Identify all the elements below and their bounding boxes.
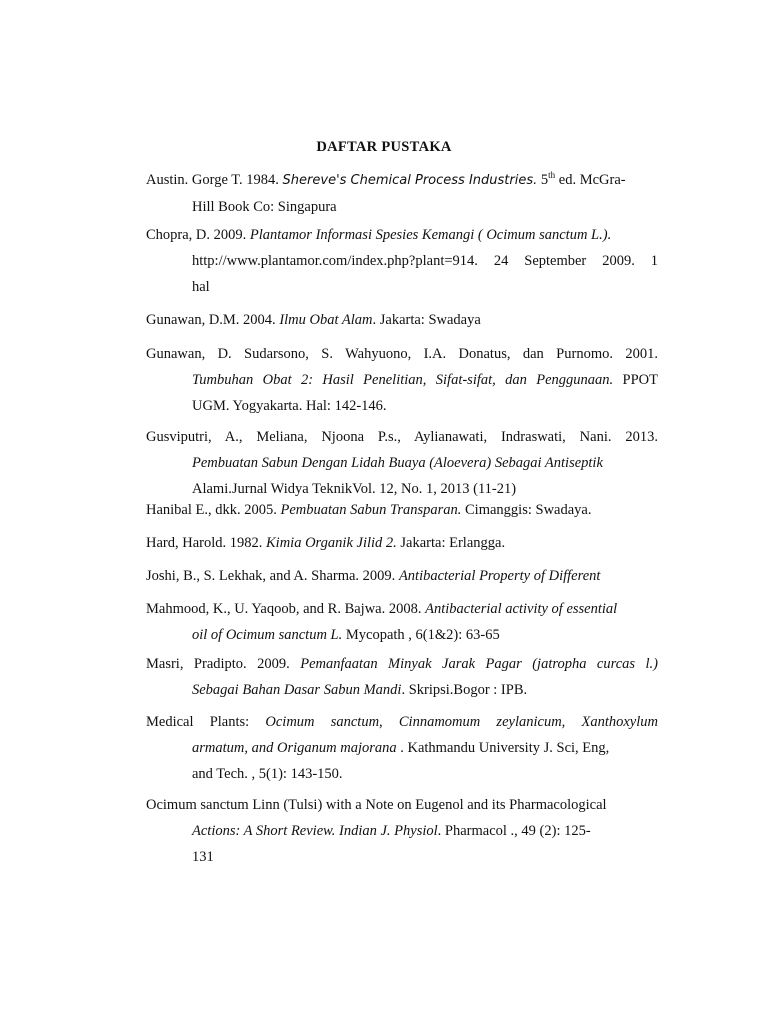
reference-entry <box>146 792 658 870</box>
reference-text: th <box>548 170 556 181</box>
reference-text: Hill Book Co: Singapura <box>192 199 337 215</box>
reference-text: Gusviputri, A., Meliana, Njoona P.s., Aylianawati, Indraswati, Nani. 2013. <box>146 429 658 445</box>
reference-text: Pemanfaatan Minyak Jarak Pagar (jatropha curcas l.) <box>300 656 658 672</box>
reference-line <box>146 844 658 870</box>
reference-text: and Tech. , 5(1): 143-150. <box>192 766 343 782</box>
reference-line <box>146 274 658 300</box>
reference-text: http://www.plantamor.com/index.php?plant=914. 24 September 2009. 1 <box>192 253 658 269</box>
reference-text: Actions: A Short Review. Indian J. Physiol <box>192 823 438 839</box>
reference-line <box>146 563 658 589</box>
reference-line <box>146 735 658 761</box>
reference-text: . Kathmandu University J. Sci, Eng, <box>396 740 610 756</box>
reference-text: Tumbuhan Obat 2: Hasil Penelitian, Sifat-sifat, dan Penggunaan. <box>192 372 614 388</box>
page-title: DAFTAR PUSTAKA <box>316 139 452 155</box>
reference-entry <box>146 167 658 220</box>
reference-line <box>146 424 658 450</box>
reference-text: Austin. Gorge T. 1984. <box>146 172 283 188</box>
reference-text: Ocimum sanctum, Cinnamomum zeylanicum, Xanthoxylum <box>265 714 658 730</box>
reference-entry <box>146 530 658 556</box>
reference-text: Ocimum sanctum Linn (Tulsi) with a Note on Eugenol and its Pharmacological <box>146 797 607 813</box>
reference-entry <box>146 424 658 502</box>
reference-text: Alami.Jurnal Widya TeknikVol. 12, No. 1, 2013 (11-21) <box>192 481 517 497</box>
reference-line <box>146 367 658 393</box>
reference-text: Mahmood, K., U. Yaqoob, and R. Bajwa. 2008. <box>146 601 426 617</box>
reference-line <box>146 530 658 556</box>
reference-line <box>146 393 658 419</box>
reference-text: Antibacterial activity of essential <box>425 601 618 617</box>
reference-line <box>146 167 658 194</box>
reference-text: . Jakarta: Swadaya <box>372 312 481 328</box>
reference-line <box>146 596 658 622</box>
reference-line <box>146 497 658 523</box>
reference-line <box>146 194 658 220</box>
reference-text: ed. McGra- <box>555 172 626 188</box>
reference-text: Gunawan, D.M. 2004. <box>146 312 280 328</box>
reference-entry <box>146 222 658 300</box>
reference-line <box>146 222 658 248</box>
reference-text: 5 <box>537 172 549 188</box>
reference-text: Chopra, D. 2009. <box>146 227 250 243</box>
reference-text: Kimia Organik Jilid 2. <box>266 535 397 551</box>
reference-text: UGM. Yogyakarta. Hal: 142-146. <box>192 398 387 414</box>
reference-text: Jakarta: Erlangga. <box>396 535 506 551</box>
reference-line <box>146 677 658 703</box>
reference-text: . Skripsi.Bogor : IPB. <box>401 682 528 698</box>
reference-text: Plantamor Informasi Spesies Kemangi ( Ocimum sanctum L.). <box>249 227 612 243</box>
reference-entry <box>146 307 658 333</box>
reference-text: PPOT <box>613 372 658 388</box>
reference-entry <box>146 596 658 648</box>
reference-text: Pembuatan Sabun Transparan. <box>280 502 462 518</box>
reference-line <box>146 792 658 818</box>
reference-entry <box>146 341 658 419</box>
reference-text: Mycopath , 6(1&2): 63-65 <box>342 627 500 643</box>
reference-line <box>146 818 658 844</box>
reference-text: Gunawan, D. Sudarsono, S. Wahyuono, I.A. Donatus, dan Purnomo. 2001. <box>146 346 658 362</box>
reference-line <box>146 341 658 367</box>
reference-line <box>146 761 658 787</box>
reference-entry <box>146 651 658 703</box>
reference-text: hal <box>192 279 210 295</box>
reference-line <box>146 622 658 648</box>
reference-entry <box>146 497 658 523</box>
reference-text: Sebagai Bahan Dasar Sabun Mandi <box>192 682 402 698</box>
reference-entry <box>146 709 658 787</box>
reference-text: armatum, and Origanum majorana <box>192 740 397 756</box>
reference-text: 131 <box>192 849 214 865</box>
reference-line <box>146 248 658 274</box>
reference-text: . Pharmacol ., 49 (2): 125- <box>437 823 591 839</box>
reference-entry <box>146 563 658 589</box>
reference-line <box>146 450 658 476</box>
reference-line <box>146 307 658 333</box>
reference-text: Joshi, B., S. Lekhak, and A. Sharma. 2009. <box>146 568 399 584</box>
reference-text: Cimanggis: Swadaya. <box>461 502 592 518</box>
reference-text: Hard, Harold. 1982. <box>146 535 267 551</box>
reference-text: Medical Plants: <box>146 714 266 730</box>
reference-text: Shereve's Chemical Process Industries. <box>282 173 538 188</box>
reference-text: oil of Ocimum sanctum L. <box>192 627 343 643</box>
reference-text: Antibacterial Property of Different <box>398 568 601 584</box>
reference-text: Pembuatan Sabun Dengan Lidah Buaya (Aloevera) Sebagai Antiseptik <box>192 455 603 471</box>
reference-line <box>146 709 658 735</box>
reference-text: Hanibal E., dkk. 2005. <box>146 502 281 518</box>
reference-text: Ilmu Obat Alam <box>279 312 373 328</box>
reference-text: Masri, Pradipto. 2009. <box>146 656 301 672</box>
reference-line <box>146 651 658 677</box>
